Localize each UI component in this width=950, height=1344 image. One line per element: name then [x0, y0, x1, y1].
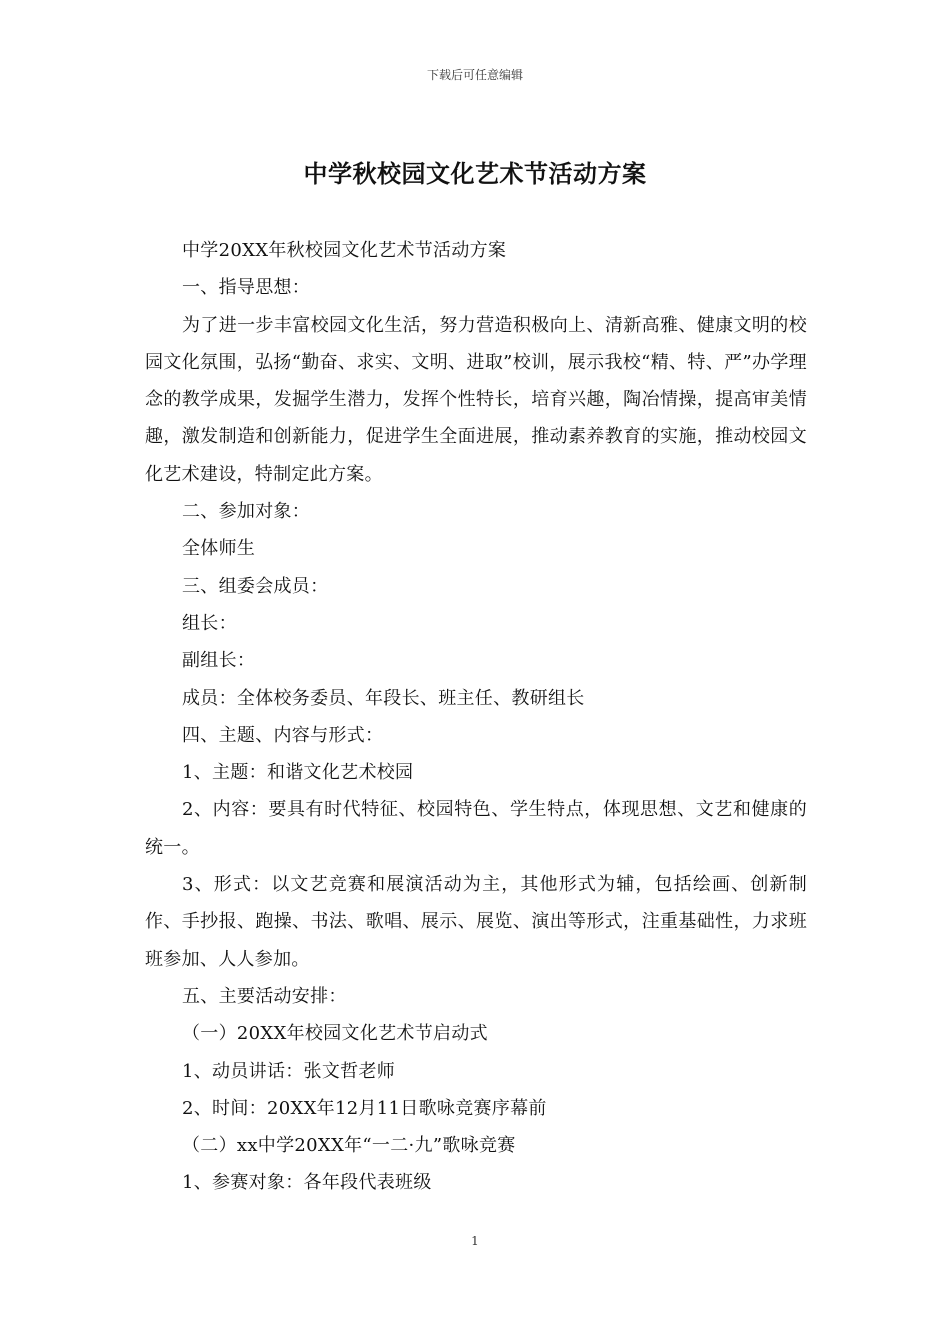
section-heading-activities: 五、主要活动安排：	[182, 985, 347, 1007]
paragraph-activity-1-speech: 1、动员讲话：张文哲老师	[182, 1060, 396, 1082]
paragraph-committee-deputy: 副组长：	[182, 650, 256, 672]
document-title: 中学秋校园文化艺术节活动方案	[303, 159, 647, 188]
paragraph-guiding-ideology: 为了进一步丰富校园文化生活，努力营造积极向上、清新高雅、健康文明的校园文化氛围，弘扬“勤奋、求实、文明、进取”校训，展示我校“精、特、严”办学理念的教学成果，发掘学生潜力，发挥个性特长，培育兴趣，陶冶情操，提高审美情趣，激发制造和创新能力，促进学生全面进展，推动素养教育的实施，推动校园文化艺术建设，特制定此方案。	[145, 314, 807, 485]
paragraph-theme: 1、主题：和谐文化艺术校园	[182, 762, 414, 784]
section-heading-participants: 二、参加对象：	[182, 501, 311, 523]
paragraph-committee-members: 成员：全体校务委员、年段长、班主任、教研组长	[182, 687, 585, 709]
paragraph-activity-2-title: （二）xx中学20XX年“一二·九”歌咏竞赛	[182, 1135, 516, 1157]
section-heading-theme: 四、主题、内容与形式：	[182, 724, 384, 746]
section-heading-committee: 三、组委会成员：	[182, 575, 329, 597]
paragraph-format: 3、形式：以文艺竞赛和展演活动为主，其他形式为辅，包括绘画、创新制作、手抄报、跑操、书法、歌唱、展示、展览、演出等形式，注重基础性，力求班班参加、人人参加。	[145, 874, 807, 970]
paragraph-committee-leader: 组长：	[182, 612, 237, 634]
paragraph-activity-1-title: （一）20XX年校园文化艺术节启动式	[182, 1023, 488, 1045]
paragraph-activity-2-participants: 1、参赛对象：各年段代表班级	[182, 1172, 432, 1194]
section-heading-guiding-ideology: 一、指导思想：	[182, 277, 311, 299]
paragraph-content: 2、内容：要具有时代特征、校园特色、学生特点，体现思想、文艺和健康的统一。	[145, 799, 807, 858]
paragraph-plan-name: 中学20XX年秋校园文化艺术节活动方案	[182, 240, 507, 261]
paragraph-activity-1-time: 2、时间：20XX年12月11日歌咏竞赛序幕前	[182, 1097, 547, 1119]
document-body	[145, 232, 807, 1202]
page-header-note: 下载后可任意编辑	[426, 68, 523, 82]
page-number: 1	[471, 1234, 479, 1248]
paragraph-participants: 全体师生	[182, 538, 256, 560]
